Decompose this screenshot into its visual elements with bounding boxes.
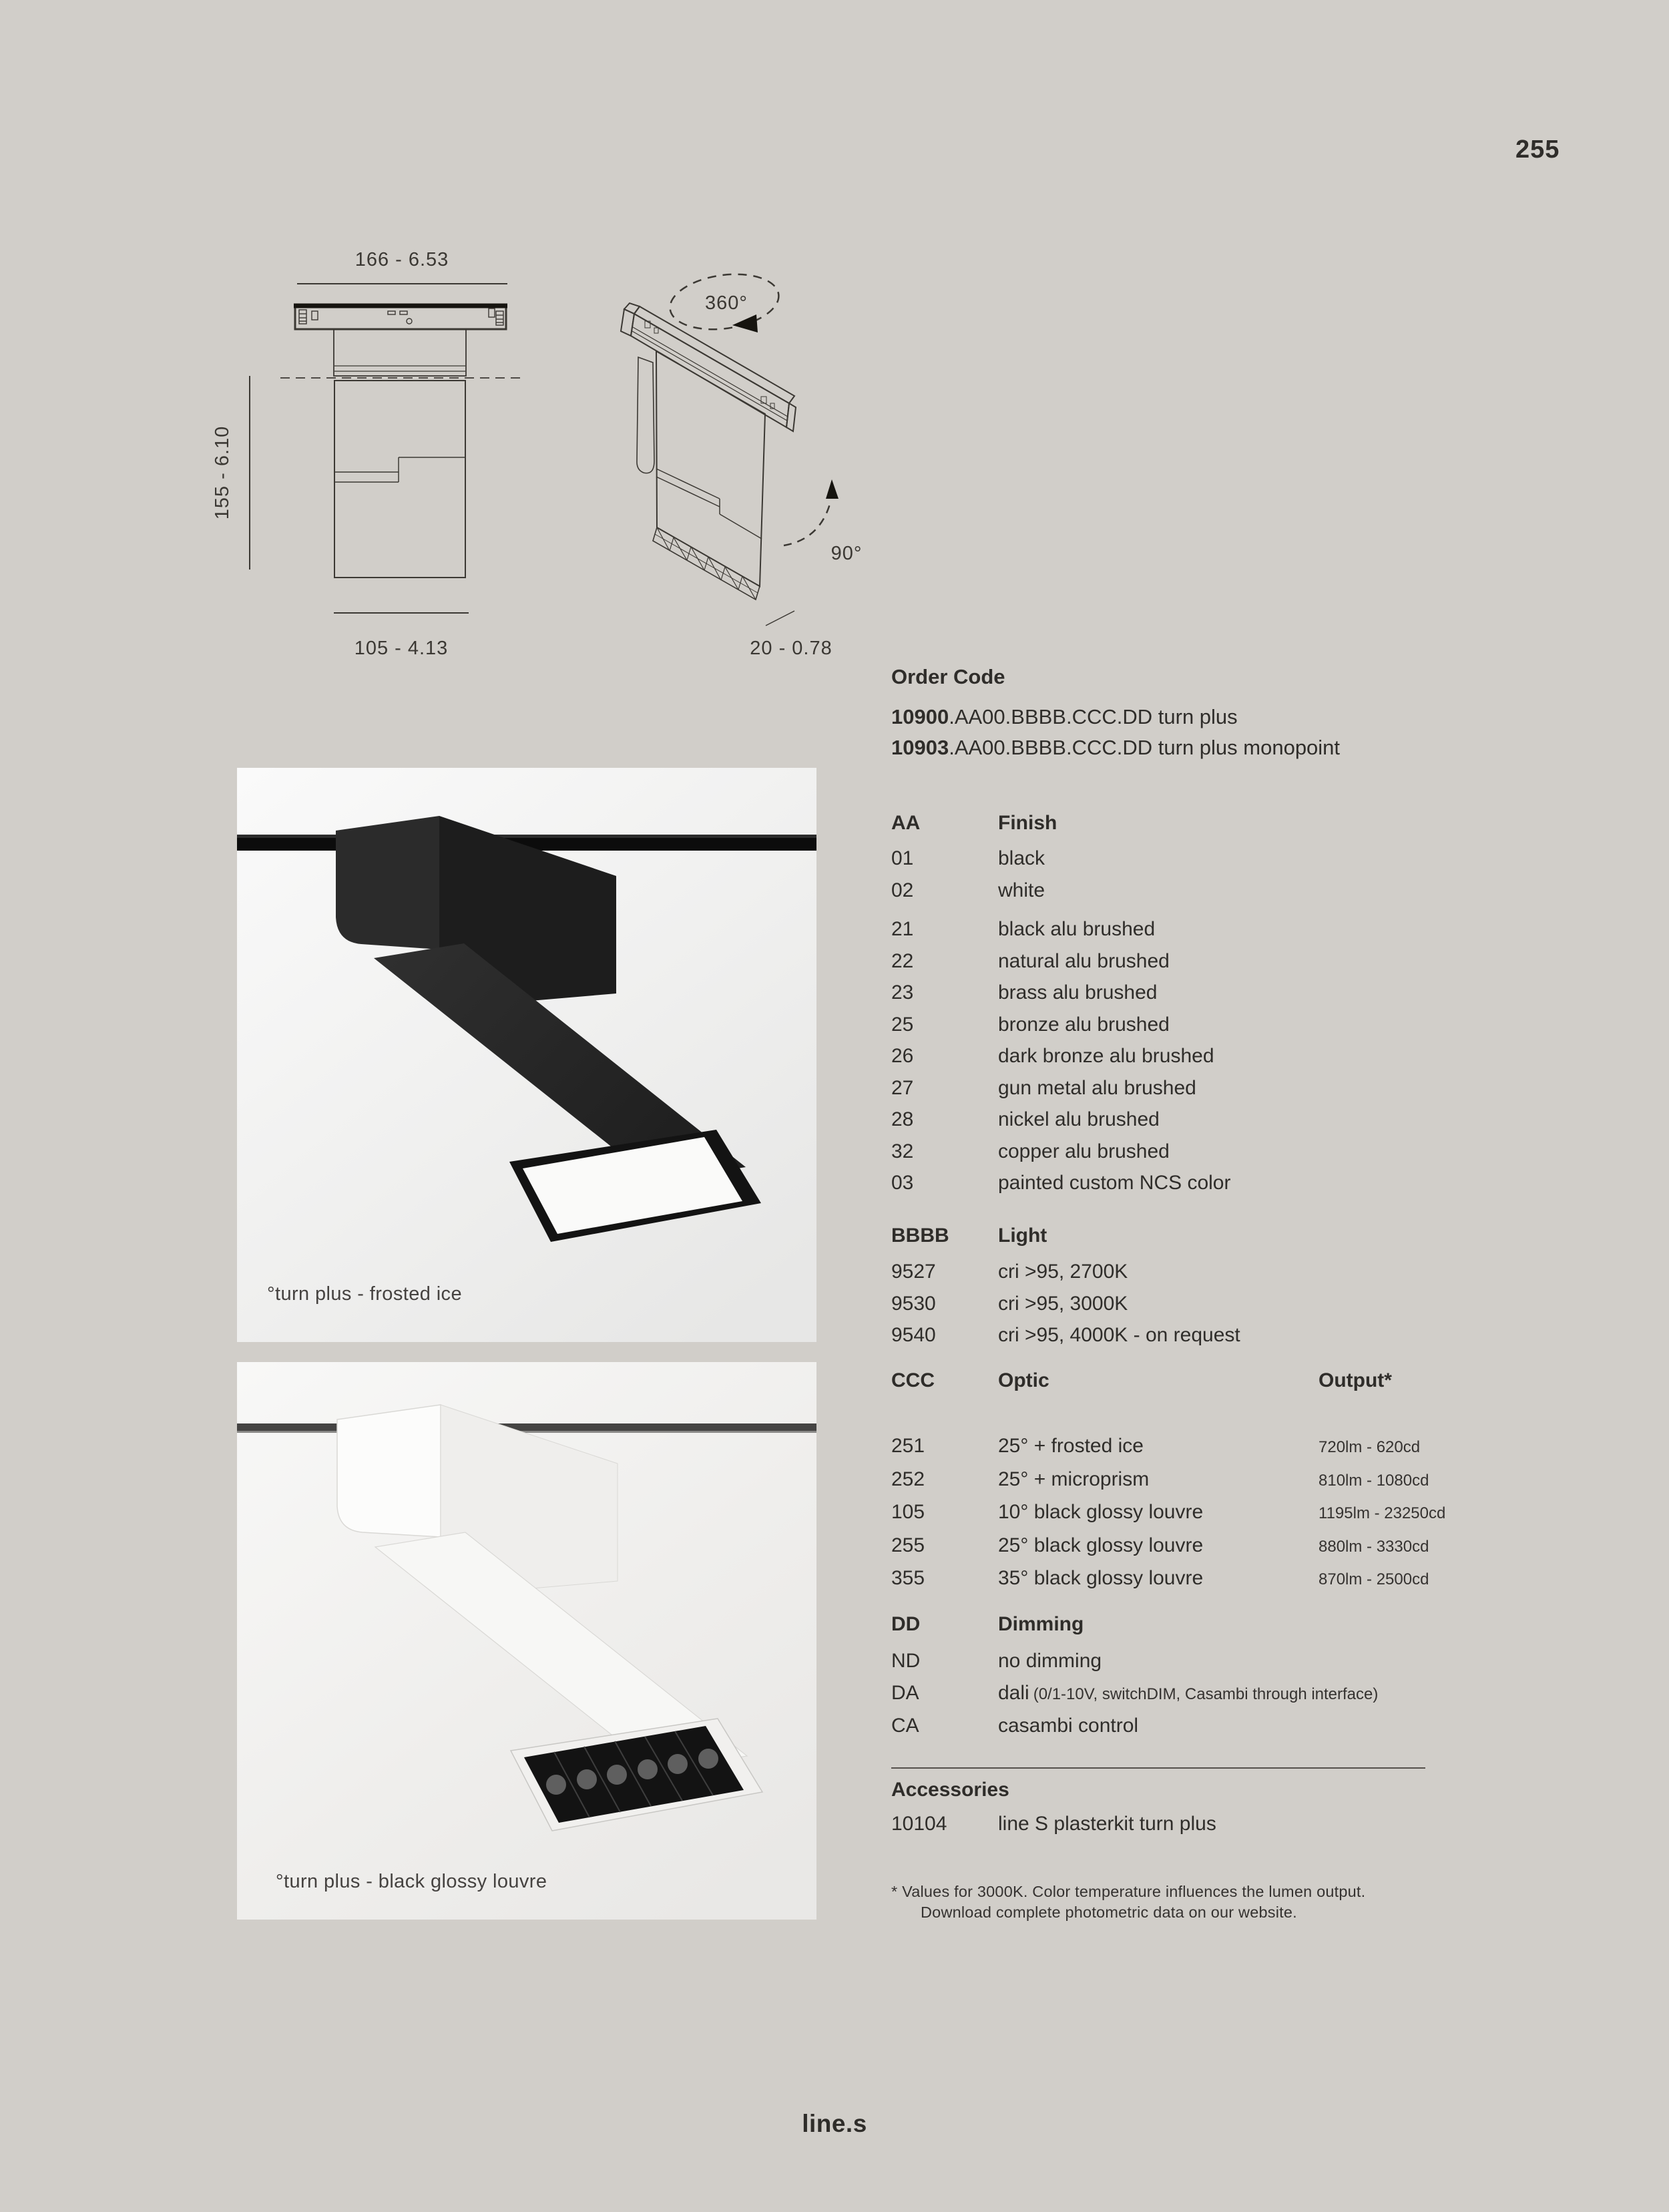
accessories-row — [891, 1808, 1489, 1840]
accessory-code: 10104 — [891, 1813, 947, 1835]
order-codes — [891, 702, 1489, 763]
iso-body-joint — [656, 469, 762, 539]
optic-label: 25° + frosted ice — [998, 1435, 1144, 1457]
optic-label: 35° black glossy louvre — [998, 1567, 1204, 1589]
footnote — [891, 1882, 1507, 1923]
finish-row — [891, 977, 1489, 1009]
finish-code: 02 — [891, 879, 914, 901]
dim-height-label: 155 - 6.10 — [212, 425, 233, 520]
dimming-row — [891, 1677, 1489, 1711]
dim-width-label: 166 - 6.53 — [354, 249, 449, 270]
light-table — [891, 1256, 1489, 1351]
optic-output: 870lm - 2500cd — [1319, 1570, 1429, 1588]
order-code-line — [891, 732, 1489, 763]
optic-code: 255 — [891, 1534, 925, 1556]
optic-row — [891, 1496, 1489, 1530]
finish-code-header: AA — [891, 811, 921, 834]
light-label-header: Light — [998, 1224, 1047, 1247]
dimming-label-text: casambi control — [998, 1715, 1139, 1737]
track-connectors — [299, 308, 503, 325]
order-code-heading: Order Code — [891, 665, 1005, 688]
photo-caption: °turn plus - frosted ice — [267, 1283, 462, 1305]
fixture-head-left-face — [336, 816, 439, 949]
optic-table — [891, 1430, 1489, 1596]
order-code-line — [891, 702, 1489, 732]
dimming-label — [998, 1710, 1489, 1742]
light-row — [891, 1288, 1489, 1320]
technical-drawing — [187, 220, 935, 674]
dimming-header — [891, 1608, 1489, 1640]
light-code: 9530 — [891, 1292, 936, 1315]
finish-label-header: Finish — [998, 811, 1057, 834]
optic-code: 105 — [891, 1501, 925, 1523]
order-code-rest: .AA00.BBBB.CCC.DD turn plus monopoint — [949, 735, 1341, 759]
finish-code: 21 — [891, 918, 914, 940]
light-code: 9540 — [891, 1324, 936, 1346]
rotation-arrowhead — [732, 314, 758, 333]
finish-row — [891, 913, 1489, 945]
product-family-footer: line.s — [802, 2110, 867, 2137]
optic-output-header: Output* — [1319, 1369, 1392, 1391]
finish-table — [891, 843, 1489, 1199]
tilt-arrowhead — [826, 479, 839, 499]
finish-label: bronze alu brushed — [998, 1013, 1170, 1036]
optic-row — [891, 1562, 1489, 1596]
finish-code: 25 — [891, 1013, 914, 1036]
finish-code: 23 — [891, 981, 914, 1004]
finish-code: 03 — [891, 1172, 914, 1194]
finish-label: white — [998, 879, 1045, 901]
order-code-number: 10903 — [891, 735, 949, 759]
track-highlight — [237, 1431, 816, 1433]
finish-row — [891, 1072, 1489, 1104]
accessories-table — [891, 1808, 1489, 1840]
finish-code: 32 — [891, 1140, 914, 1162]
photo-caption: °turn plus - black glossy louvre — [276, 1871, 547, 1892]
optic-output: 880lm - 3330cd — [1319, 1537, 1429, 1556]
dimming-code: ND — [891, 1650, 921, 1672]
dimming-label — [998, 1645, 1489, 1677]
dimming-label — [998, 1677, 1489, 1711]
track-section — [295, 305, 506, 329]
photo-black-fixture — [237, 768, 816, 1342]
light-row — [891, 1319, 1489, 1351]
dimming-table — [891, 1645, 1489, 1742]
flange — [334, 329, 466, 376]
dimming-row — [891, 1645, 1489, 1677]
tilt-arc — [784, 504, 830, 545]
light-code-header: BBBB — [891, 1224, 949, 1247]
finish-code: 22 — [891, 949, 914, 972]
optic-label: 10° black glossy louvre — [998, 1501, 1204, 1523]
front-view — [212, 249, 521, 659]
light-label: cri >95, 4000K - on request — [998, 1324, 1240, 1346]
iso-body — [656, 351, 765, 586]
optic-code: 355 — [891, 1567, 925, 1589]
finish-label: dark bronze alu brushed — [998, 1045, 1214, 1067]
footnote-line2: Download complete photometric data on our website. — [921, 1903, 1297, 1921]
optic-output: 810lm - 1080cd — [1319, 1471, 1429, 1490]
body-joint — [334, 457, 465, 482]
finish-code: 27 — [891, 1076, 914, 1099]
finish-label: gun metal alu brushed — [998, 1076, 1196, 1099]
rotation-tilt-label: 90° — [830, 543, 863, 564]
dimming-code-header: DD — [891, 1612, 921, 1635]
optic-output: 720lm - 620cd — [1319, 1438, 1421, 1456]
dimming-label-text: dali — [998, 1681, 1029, 1704]
optic-code: 251 — [891, 1435, 925, 1457]
dim-body-width-label: 105 - 4.13 — [354, 638, 449, 659]
rotation-full-label: 360° — [705, 292, 748, 314]
finish-label: black alu brushed — [998, 918, 1156, 940]
light-label: cri >95, 3000K — [998, 1292, 1128, 1315]
iso-track — [621, 303, 796, 431]
accessories-heading: Accessories — [891, 1778, 1009, 1801]
product-photo-black-louvre — [237, 1362, 816, 1920]
finish-code: 01 — [891, 847, 914, 869]
page-number: 255 — [1515, 136, 1560, 164]
light-code: 9527 — [891, 1261, 936, 1283]
accessory-label: line S plasterkit turn plus — [998, 1813, 1216, 1835]
optic-header — [891, 1365, 1489, 1397]
finish-row — [891, 1104, 1489, 1136]
footnote-mark: * — [891, 1882, 898, 1900]
light-header — [891, 1220, 1489, 1252]
dim-depth-label: 20 - 0.78 — [750, 638, 832, 659]
light-row — [891, 1256, 1489, 1288]
track-highlight — [237, 835, 816, 838]
finish-row — [891, 1040, 1489, 1072]
finish-label: painted custom NCS color — [998, 1172, 1231, 1194]
spec-column — [891, 661, 1489, 1923]
finish-label: natural alu brushed — [998, 949, 1170, 972]
finish-row — [891, 945, 1489, 977]
finish-row — [891, 1136, 1489, 1168]
optic-label-header: Optic — [998, 1369, 1049, 1391]
finish-row — [891, 1167, 1489, 1199]
footnote-text1: Values for 3000K. Color temperature influences the lumen output. — [902, 1882, 1366, 1900]
dimming-row — [891, 1710, 1489, 1742]
order-code-rest: .AA00.BBBB.CCC.DD turn plus — [949, 704, 1238, 728]
optic-row — [891, 1430, 1489, 1464]
finish-label: nickel alu brushed — [998, 1108, 1160, 1130]
finish-row — [891, 875, 1489, 907]
dim-depth-tick — [766, 611, 794, 626]
iso-louvre — [653, 527, 760, 600]
finish-label: brass alu brushed — [998, 981, 1158, 1004]
optic-label: 25° + microprism — [998, 1468, 1150, 1490]
dimming-code: DA — [891, 1681, 919, 1704]
finish-label: black — [998, 847, 1045, 869]
optic-output: 1195lm - 23250cd — [1319, 1504, 1446, 1522]
finish-code: 28 — [891, 1108, 914, 1130]
finish-code: 26 — [891, 1045, 914, 1067]
optic-label: 25° black glossy louvre — [998, 1534, 1204, 1556]
photo-white-fixture — [237, 1362, 816, 1920]
product-photo-frosted-ice — [237, 768, 816, 1342]
finish-row — [891, 1009, 1489, 1041]
body-outline — [334, 381, 465, 578]
dimming-code: CA — [891, 1715, 919, 1737]
optic-code-header: CCC — [891, 1369, 935, 1391]
dimension-drawing — [187, 220, 935, 674]
dimming-note: (0/1-10V, switchDIM, Casambi through interface) — [1033, 1685, 1379, 1703]
section-divider — [891, 1767, 1425, 1769]
order-code-number: 10900 — [891, 704, 949, 728]
footnote-line1 — [891, 1882, 1507, 1902]
iso-hinge-arm — [637, 357, 654, 473]
finish-header — [891, 807, 1489, 839]
optic-code: 252 — [891, 1468, 925, 1490]
dimming-label-text: no dimming — [998, 1650, 1102, 1672]
dimming-label-header: Dimming — [998, 1612, 1084, 1635]
finish-label: copper alu brushed — [998, 1140, 1170, 1162]
light-label: cri >95, 2700K — [998, 1261, 1128, 1283]
optic-row — [891, 1464, 1489, 1497]
iso-view — [621, 268, 862, 659]
fixture-head-left-face — [337, 1405, 441, 1537]
optic-row — [891, 1530, 1489, 1563]
finish-row — [891, 843, 1489, 875]
